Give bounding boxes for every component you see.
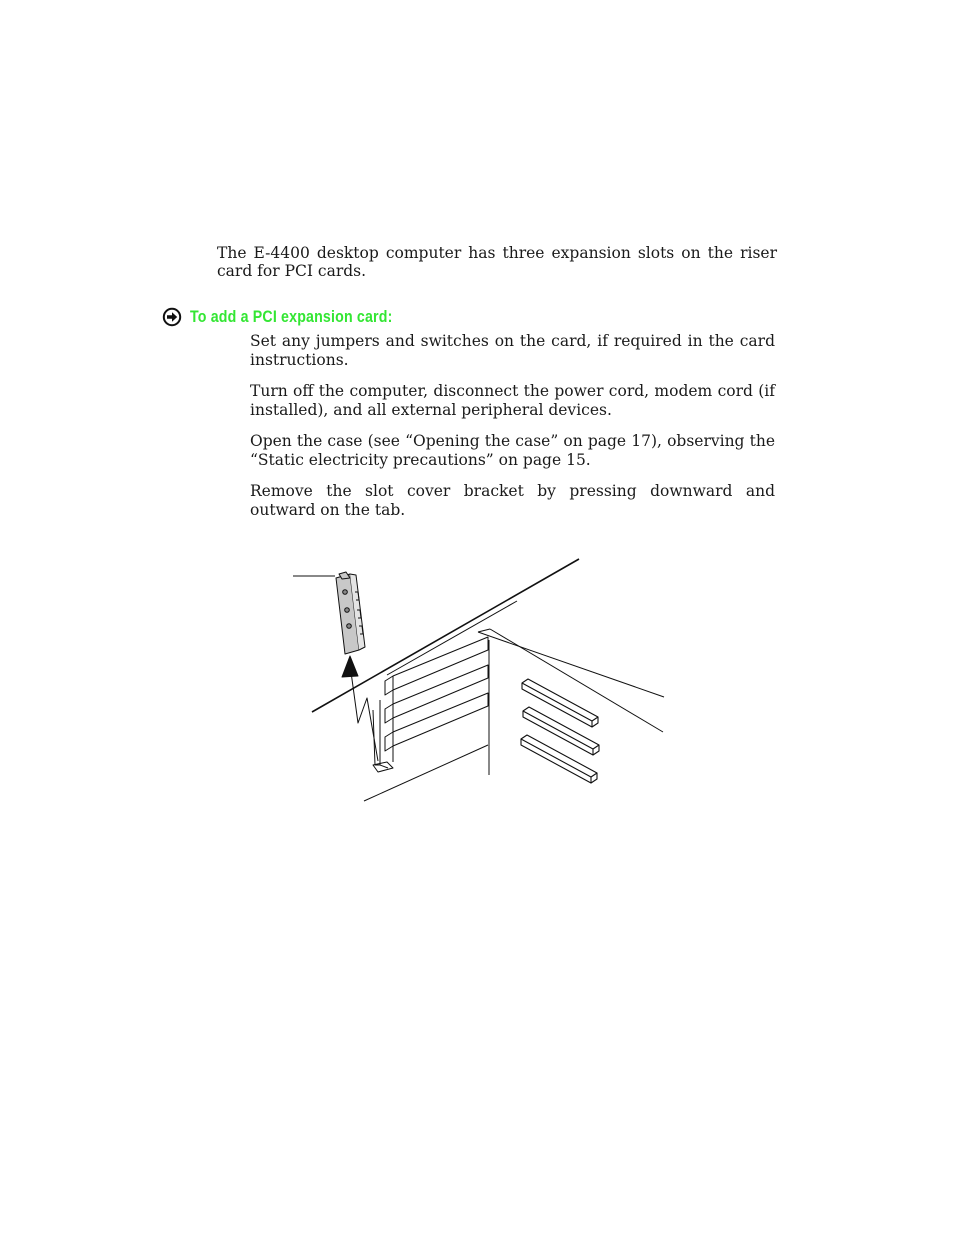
arrow-circle-right-icon (162, 307, 182, 327)
procedure-step-4: Remove the slot cover bracket by pressing downward and outward on the tab. (250, 482, 775, 519)
procedure-title: To add a PCI expansion card: (190, 307, 393, 326)
procedure-step-1: Set any jumpers and switches on the card, if required in the card instructions. (250, 332, 775, 369)
procedure-step-3: Open the case (see “Opening the case” on page 17), observing the “Static electricity precautions” on page 15. (250, 432, 775, 469)
intro-paragraph: The E-4400 desktop computer has three expansion slots on the riser card for PCI cards. (217, 244, 777, 280)
riser-card-slots (373, 637, 488, 768)
procedure-heading (162, 306, 425, 328)
slot-cover-bracket-removal-illustration (280, 550, 680, 810)
bracket-tab (373, 762, 393, 772)
removal-arrow (342, 656, 378, 761)
procedure-step-2: Turn off the computer, disconnect the power cord, modem cord (if installed), and all external peripheral devices. (250, 382, 775, 419)
board-slots (521, 679, 599, 783)
case-bottom-edge (364, 745, 488, 801)
slot-cover-bracket (336, 572, 365, 654)
